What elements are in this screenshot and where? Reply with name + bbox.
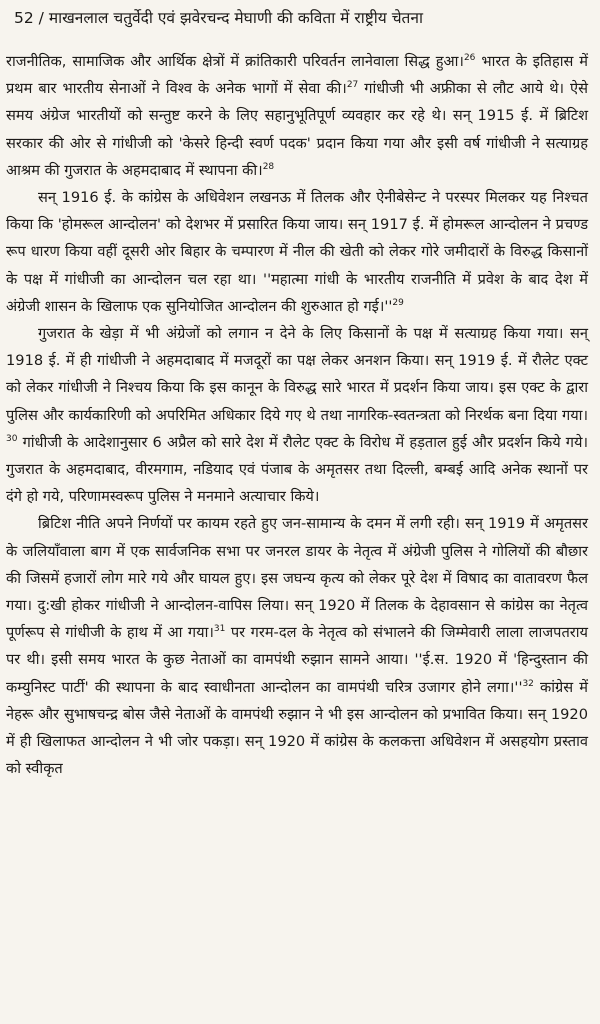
paragraph-2 [6, 184, 588, 320]
footnote-marker: 26 [463, 53, 476, 63]
footnote-marker: 29 [392, 297, 404, 308]
header-separator: / [38, 9, 44, 27]
paragraph-text: गांधीजी के आदेशानुसार 6 अप्रैल को सारे देश में रौलेट एक्ट के विरोध में हड़ताल हुई और प्रदर्शन किये गये। गुजरात के अहमदाबाद, वीरमगाम, नडियाद एवं पंजाब के अमृतसर तथा दिल्ली, बम्बई आदि अनेक स्थानों पर दंगे हो गये, परिणामस्वरूप पुलिस ने मनमाने अत्याचार किये। [6, 433, 588, 506]
paragraph-text: पर गरम-दल के नेतृत्व को संभालने की जिम्मेवारी लाला लाजपतराय पर थी। इसी समय भारत के कुछ नेताओं का वामपंथी रुझान सामने आया। ''ई.स. 1920 में 'हिन्दुस्तान की कम्युनिस्ट पार्टी' की स्थापना के बाद स्वाधीनता आन्दोलन का वामपंथी चरित्र उजागर होने लगा।'' [6, 624, 588, 696]
footnote-marker: 27 [346, 80, 359, 91]
paragraph-text: गुजरात के खेड़ा में भी अंग्रेजों को लगान न देने के लिए किसानों के पक्ष में सत्याग्रह किया गया। सन् 1918 ई. में ही गांधीजी ने अहमदाबाद में मजदूरों का पक्ष लेकर अनशन किया। सन् 1919 ई. में रौलेट एक्ट को लेकर गांधीजी ने निश्चय किया कि इस कानून के विरुद्ध सारे भारत में प्रदर्शन किया जाय। इस एक्ट के द्वारा पुलिस और कार्यकारिणी को अपरिमित अधिकार दिये गए थे तथा नागरिक-स्वतन्त्रता को निरर्थक बना दिया गया। [6, 325, 588, 424]
paragraph-3 [6, 320, 588, 510]
paragraph-text: गांधीजी भी अफ्रीका से लौट आये थे। ऐसे समय अंग्रेज भारतीयों को सन्तुष्ट करने के लिए सहानुभूतिपूर्ण व्यवहार कर रहे थे। सन् 1915 ई. में ब्रिटिश सरकार की ओर से गांधीजी को 'केसरे हिन्दी स्वर्ण पदक' प्रदान किया गया और इसी वर्ष गांधीजी ने सत्याग्रह आश्रम की गुजरात के अहमदाबाद में स्थापना की। [6, 80, 588, 179]
book-title: माखनलाल चतुर्वेदी एवं झवेरचन्द मेघाणी की कविता में राष्ट्रीय चेतना [48, 9, 423, 27]
paragraph-text: सन् 1916 ई. के कांग्रेस के अधिवेशन लखनऊ में तिलक और ऐनीबेसेन्ट ने परस्पर मिलकर यह निश्चत किया कि 'होमरूल आन्दोलन' को देशभर में प्रसारित किया जाय। सन् 1917 ई. में होमरूल आन्दोलन ने प्रचण्ड रूप धारण किया वहीं दूसरी ओर बिहार के चम्पारण में नील की खेती को लेकर गोरे जमीदारों के विरुद्ध किसानों के पक्ष में गांधीजी का आन्दोलन चल रहा था। ''महात्मा गांधी के भारतीय राजनीति में प्रवेश के बाद देश में अंग्रेजी शासन के खिलाफ एक सुनियोजित आन्दोलन की शुरुआत हो गई।'' [6, 189, 588, 315]
paragraph-text: ब्रिटिश नीति अपने निर्णयों पर कायम रहते हुए जन-सामान्य के दमन में लगी रही। सन् 1919 में अमृतसर के जलियाँवाला बाग में एक सार्वजनिक सभा पर जनरल डायर के नेतृत्व में अंग्रेजी पुलिस ने गोलियों की बौछार की जिसमें हजारों लोग मारे गये और घायल हुए। इस जघन्य कृत्य को लेकर पूरे देश में विषाद का वातावरण फैल गया। दु:खी होकर गांधीजी ने आन्दोलन-वापिस लिया। सन् 1920 में तिलक के देहावसान से कांग्रेस का नेतृत्व पूर्णरूप से गांधीजी के हाथ में आ गया। [6, 515, 588, 642]
footnote-marker: 32 [522, 678, 534, 689]
paragraph-text: कांग्रेस में नेहरू और सुभाषचन्द्र बोस जैसे नेताओं के वामपंथी रुझान ने भी इस आन्दोलन को प्रभावित किया। सन् 1920 में ही खिलाफत आन्दोलन ने भी जोर पकड़ा। सन् 1920 में कांग्रेस के कलकत्ता अधिवेशन में असहयोग प्रस्ताव को स्वीकृत [6, 678, 588, 778]
paragraph-4 [6, 510, 588, 782]
page-number: 52 [14, 9, 34, 27]
paragraph-text: राजनीतिक, सामाजिक और आर्थिक क्षेत्रों में क्रांतिकारी परिवर्तन लानेवाला सिद्ध हुआ। [6, 53, 464, 70]
running-header [6, 6, 588, 30]
footnote-marker: 28 [262, 161, 275, 172]
footnote-marker: 30 [6, 433, 18, 444]
paragraph-1 [6, 48, 588, 184]
paragraph-text: भारत के इतिहास में प्रथम बार भारतीय सेनाओं ने विश्व के अनेक भागों में सेवा की। [6, 53, 588, 98]
footnote-marker: 31 [213, 624, 226, 635]
